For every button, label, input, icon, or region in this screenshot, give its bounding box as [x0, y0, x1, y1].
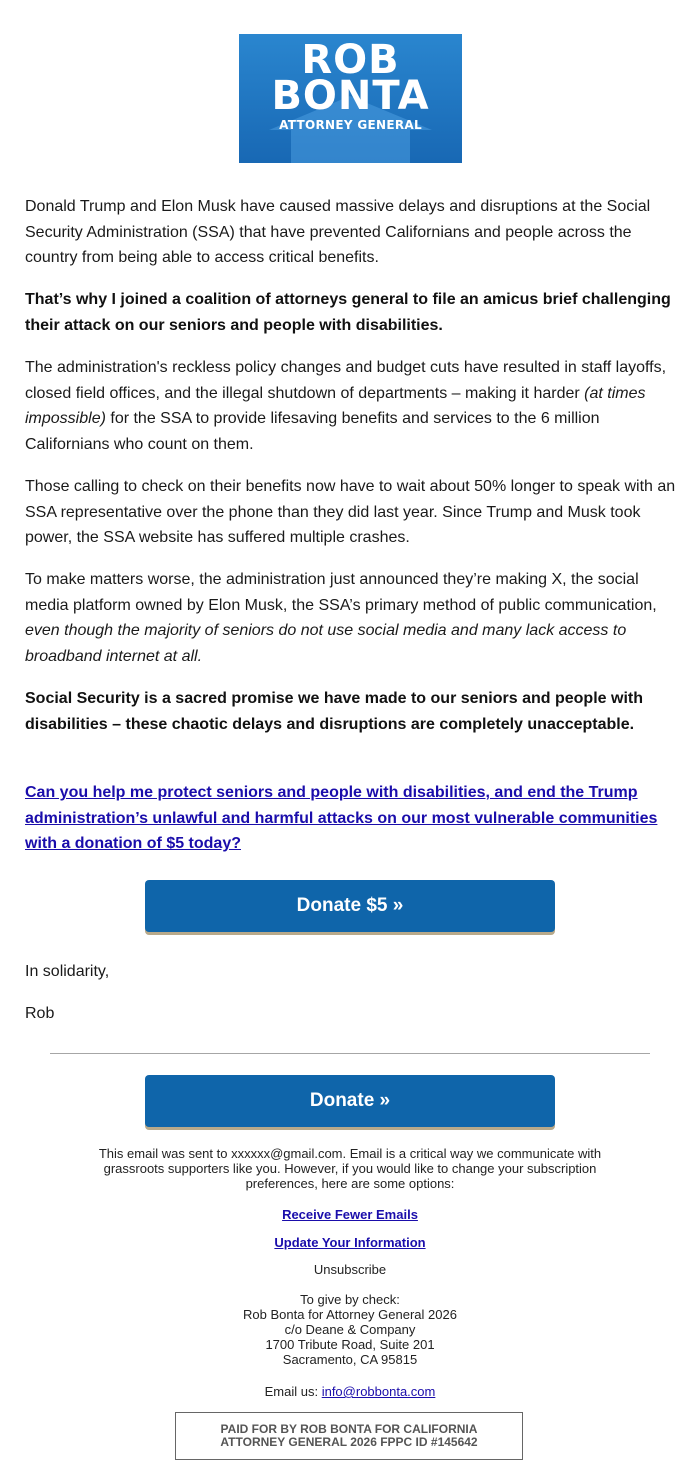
paragraph-3-part2: for the SSA to provide lifesaving benefits and services to the 6 million Californians who count on them. [25, 410, 600, 453]
paragraph-3-text [25, 355, 677, 457]
check-city: Sacramento, CA 95815 [282, 1352, 418, 1367]
check-payee: Rob Bonta for Attorney General 2026 [243, 1307, 457, 1322]
rob-bonta-logo [239, 34, 462, 163]
check-label: To give by check: [300, 1292, 400, 1307]
divider [50, 1053, 650, 1054]
closing-text: In solidarity, [25, 963, 110, 980]
email-us-row [0, 1384, 700, 1399]
check-care-of: c/o Deane & Company [284, 1322, 416, 1337]
check-address-block [0, 1292, 700, 1367]
paragraph-3-part1: The administration's reckless policy changes and budget cuts have resulted in staff layoffs, closed field offices, and the illegal shutdown of departments – making it harder [25, 359, 667, 402]
email-us-label: Email us: [264, 1384, 322, 1399]
paragraph-3 [25, 355, 677, 457]
paragraph-1-text: Donald Trump and Elon Musk have caused massive delays and disruptions at the Social Security Administration (SSA) that have prevented Californians and people across the country from being able to access critical benefits. [25, 198, 651, 266]
footer-fewer-emails-row [0, 1207, 700, 1222]
footer-unsubscribe-row [0, 1262, 700, 1277]
signoff-closing [25, 959, 677, 985]
paragraph-5-text [25, 567, 677, 669]
logo-text-bonta: BONTA [271, 73, 430, 119]
donate-button[interactable]: Donate » [145, 1075, 555, 1127]
paragraph-4-text: Those calling to check on their benefits now have to wait about 50% longer to speak with an SSA representative over the phone than they did last year. Since Trump and Musk took power, the SSA website has suffered multiple crashes. [25, 478, 676, 546]
cta-paragraph [25, 780, 665, 857]
paid-line-2: ATTORNEY GENERAL 2026 FPPC ID #145642 [220, 1435, 478, 1449]
paragraph-5 [25, 567, 677, 669]
email-us-link[interactable]: info@robbonta.com [321, 1384, 436, 1399]
paragraph-1 [25, 194, 677, 271]
paid-for-disclaimer [175, 1412, 523, 1460]
logo-subtitle: ATTORNEY GENERAL [279, 118, 422, 132]
signoff-name [25, 1001, 677, 1027]
paragraph-4 [25, 474, 677, 551]
paragraph-5-part1: To make matters worse, the administration just announced they’re making X, the social media platform owned by Elon Musk, the SSA’s primary method of public communication, [25, 571, 657, 614]
paragraph-2-text: That’s why I joined a coalition of attorneys general to file an amicus brief challenging their attack on our seniors and people with disabilities. [25, 291, 671, 334]
donate-5-button[interactable]: Donate $5 » [145, 880, 555, 932]
unsubscribe-link[interactable]: Unsubscribe [313, 1262, 387, 1277]
paragraph-5-italic: even though the majority of seniors do not use social media and many lack access to broadband internet at all. [25, 622, 627, 665]
receive-fewer-emails-link[interactable]: Receive Fewer Emails [282, 1207, 418, 1222]
paragraph-3-italic: (at times impossible) [25, 384, 646, 427]
footer-notice: This email was sent to xxxxxx@gmail.com. Email is a critical way we communicate with grassroots supporters like you. However, if you would like to change your subscription preferences, here are some options: [98, 1146, 602, 1191]
logo-text-rob: ROB [301, 37, 400, 83]
paragraph-6-text: Social Security is a sacred promise we have made to our seniors and people with disabilities – these chaotic delays and disruptions are completely unacceptable. [25, 690, 643, 733]
signature-name: Rob [25, 1005, 55, 1022]
check-street: 1700 Tribute Road, Suite 201 [265, 1337, 435, 1352]
donation-cta-link[interactable]: Can you help me protect seniors and people with disabilities, and end the Trump administration’s unlawful and harmful attacks on our most vulnerable communities with a donation of $5 today? [25, 784, 658, 852]
footer-update-info-row [0, 1235, 700, 1250]
update-information-link[interactable]: Update Your Information [274, 1235, 426, 1250]
paragraph-2 [25, 287, 677, 338]
paragraph-6 [25, 686, 677, 737]
paid-line-1: PAID FOR BY ROB BONTA FOR CALIFORNIA [220, 1422, 478, 1436]
